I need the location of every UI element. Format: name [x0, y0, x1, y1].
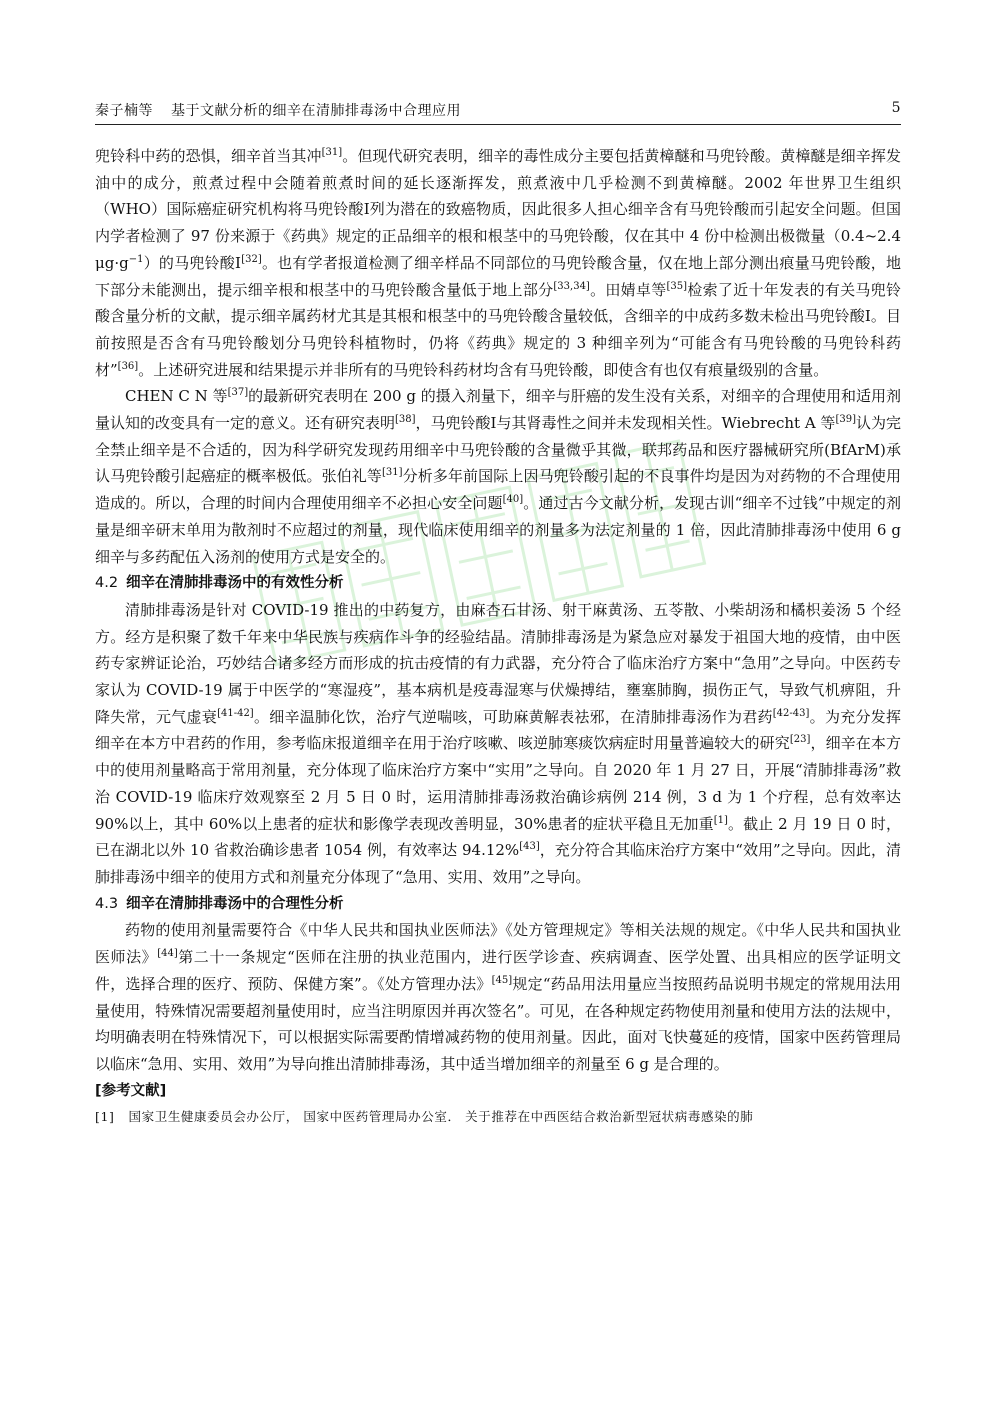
text-run: 规定“药品用法用量应当按照药品说明书规定的常规用法用量使用，特殊情况需要超剂量使用时，应当注明原因并再次签名”。可见，在各种规定药物使用剂量和使用方法的法规中，均明确表明在特殊情况下，可以根据实际需要酌情增减药物的使用剂量。因此，面对飞快蔓延的疫情，国家中医药管理局以临床“急用、实用、效用”为导向推出清肺排毒汤，其中适当增加细辛的剂量至 6 g 是合理的。 [95, 974, 902, 1073]
paragraph-1 [95, 143, 901, 383]
paragraph-4 [95, 917, 901, 1077]
text-run: 第二十一条规定“医师在注册的执业范围内，进行医学诊查、疾病调查、医学处置、出具相应的医学证明文件，选择合理的医疗、预防、保健方案”。《处方管理办法》 [95, 948, 901, 993]
text-run: ，细辛在本方中的使用剂量略高于常用剂量，充分体现了临床治疗方案中“实用”之导向。自 2020 年 1 月 27 日，开展“清肺排毒汤”救治 COVID-19 临床疗效观察至 2 月 5 日 0 时，运用清肺排毒汤救治确诊病例 214 例，3 d 为 1 个疗程，总有效率达 90%以上，其中 60%以上患者的症状和影像学表现改善明显，30%患者的症状平稳且无加重 [95, 734, 901, 833]
text-run: 。细辛温肺化饮，治疗气逆喘咳，可助麻黄解表祛邪，在清肺排毒汤作为君药 [253, 707, 773, 726]
reference-item [95, 1104, 901, 1130]
citation: [44] [157, 948, 178, 960]
running-head-article-title: 基于文献分析的细辛在清肺排毒汤中合理应用 [171, 103, 461, 119]
citation: [38] [395, 414, 416, 426]
section-heading-4-3 [95, 891, 901, 918]
text-run: ，马兜铃酸Ⅰ与其肾毒性之间并未发现相关性。Wiebrecht A 等 [415, 414, 836, 433]
citation: [37] [227, 387, 249, 399]
citation: [40] [502, 494, 524, 506]
text-run: 的最新研究表明在 200 g 的摄入剂量下，细辛与肝癌的发生没有关系，对细辛的合理使用和适用剂量认知的改变具有一定的意义。还有研究表明 [95, 387, 901, 433]
text-run: 。为充分发挥细辛在本方中君药的作用，参考临床报道细辛在用于治疗咳嗽、咳逆肺寒痰饮病症时用量普遍较大的研究 [95, 707, 901, 753]
citation: [31] [321, 147, 343, 158]
section-title: 细辛在清肺排毒汤中的合理性分析 [126, 895, 344, 912]
text-run: 检索了近十年发表的有关马兜铃酸含量分析的文献，提示细辛属药材尤其是其根和根茎中的马兜铃酸含量较低，含细辛的中成药多数未检出马兜铃酸Ⅰ。目前按照是否含有马兜铃酸划分马兜铃科植物时，仍将《药典》规定的 3 种细辛列为“可能含有马兜铃酸的马兜铃科药材” [95, 280, 901, 379]
paragraph-2 [95, 383, 901, 570]
section-title: 细辛在清肺排毒汤中的有效性分析 [126, 575, 344, 592]
citation: [32] [241, 253, 262, 265]
running-head-title [95, 100, 479, 120]
citation: [43] [519, 841, 540, 853]
text-run: ，充分符合其临床治疗方案中“效用”之导向。因此，清肺排毒汤中细辛的使用方式和剂量充分体现了“急用、实用、效用”之导向。 [95, 841, 901, 886]
text-run: 。上述研究进展和结果提示并非所有的马兜铃科药材均含有马兜铃酸，即使含有也仅有痕量级别的含量。 [138, 360, 829, 379]
header-rule [95, 124, 901, 125]
citation: [42-43] [772, 707, 810, 719]
citation: [45] [491, 974, 513, 986]
text-run: 分析多年前国际上因马兜铃酸引起的不良事件均是因为对药物的不合理使用造成的。所以，合理的时间内合理使用细辛不必担心安全问题 [95, 467, 901, 513]
unit-exponent: −1 [128, 253, 144, 265]
text-run: 。但现代研究表明，细辛的毒性成分主要包括黄樟醚和马兜铃酸。黄樟醚是细辛挥发油中的成分，煎煮过程中会随着煎煮时间的延长逐渐挥发，煎煮液中几乎检测不到黄樟醚。2002 年世界卫生组织（WHO）国际癌症研究机构将马兜铃酸Ⅰ列为潜在的致癌物质，因此很多人担心细辛含有马兜铃酸而引起安全问题。但国内学者检测了 97 份来源于《药典》规定的正品细辛的根和根茎中的马兜铃酸，仅在其中 4 份中检测出极微量（0.4~2.4 μg·g [95, 147, 901, 272]
text-run: 。田婧卓等 [589, 280, 667, 299]
text-run: 。截止 2 月 19 日 0 时，已在湖北以外 10 省救治确诊患者 1054 例，有效率达 94.12% [95, 814, 901, 860]
running-head [95, 100, 901, 122]
text-run: 。通过古今文献分析，发现古训“细辛不过钱”中规定的剂量是细辛研末单用为散剂时不应超过的剂量，现代临床使用细辛的剂量多为法定剂量的 1 倍，因此清肺排毒汤中使用 6 g 细辛与多药配伍入汤剂的使用方式是安全的。 [95, 494, 901, 566]
citation: [1] [713, 814, 728, 826]
page-number: 5 [891, 100, 901, 116]
citation: [41-42] [217, 707, 254, 719]
citation: [36] [117, 360, 139, 372]
article-body [95, 143, 901, 1130]
text-run: 药物的使用剂量需要符合《中华人民共和国执业医师法》《处方管理规定》等相关法规的规定。《中华人民共和国执业医师法》 [95, 921, 901, 967]
text-run: 认为完全禁止细辛是不合适的，因为科学研究发现药用细辛中马兜铃酸的含量微乎其微，联邦药品和医疗器械研究所(BfArM)承认马兜铃酸引起癌症的概率极低。张伯礼等 [95, 414, 901, 486]
running-head-authors: 秦子楠等 [95, 103, 153, 119]
citation: [23] [789, 734, 811, 746]
text-run: 。也有学者报道检测了细辛样品不同部位的马兜铃酸含量，仅在地上部分测出痕量马兜铃酸，地下部分未能测出，提示细辛根和根茎中的马兜铃酸含量低于地上部分 [95, 253, 901, 299]
section-heading-4-2 [95, 570, 901, 597]
citation: [35] [666, 280, 688, 292]
reference-text: 国家卫生健康委员会办公厅， 国家中医药管理局办公室． 关于推荐在中西医结合救治新型冠状病毒感染的肺 [128, 1109, 754, 1125]
citation: [31] [382, 467, 403, 479]
section-number: 4.2 [95, 575, 119, 592]
citation: [39] [835, 414, 856, 426]
references-heading: [参考文献] [95, 1082, 167, 1099]
citation: [33,34] [553, 280, 590, 292]
text-run: 清肺排毒汤是针对 COVID-19 推出的中药复方，由麻杏石甘汤、射干麻黄汤、五苓散、小柴胡汤和橘枳姜汤 5 个经方。经方是积聚了数千年来中华民族与疾病作斗争的经验结晶。清肺排毒汤是为紧急应对暴发于祖国大地的疫情，由中医药专家辨证论治，巧妙结合诸多经方而形成的抗击疫情的有力武器，充分符合了临床治疗方案中“急用”之导向。中医药专家认为 COVID-19 属于中医学的“寒湿疫”，基本病机是疫毒湿寒与伏燥搏结，壅塞肺胸，损伤正气，导致气机痹阻，升降失常，元气虚衰 [95, 600, 901, 726]
section-number: 4.3 [95, 895, 119, 912]
reference-number: [1] [95, 1109, 115, 1125]
text-run: CHEN C N 等 [125, 387, 228, 406]
text-run: ）的马兜铃酸Ⅰ [143, 253, 242, 272]
paragraph-3 [95, 597, 901, 891]
text-run: 兜铃科中药的恐惧，细辛首当其冲 [95, 147, 322, 165]
